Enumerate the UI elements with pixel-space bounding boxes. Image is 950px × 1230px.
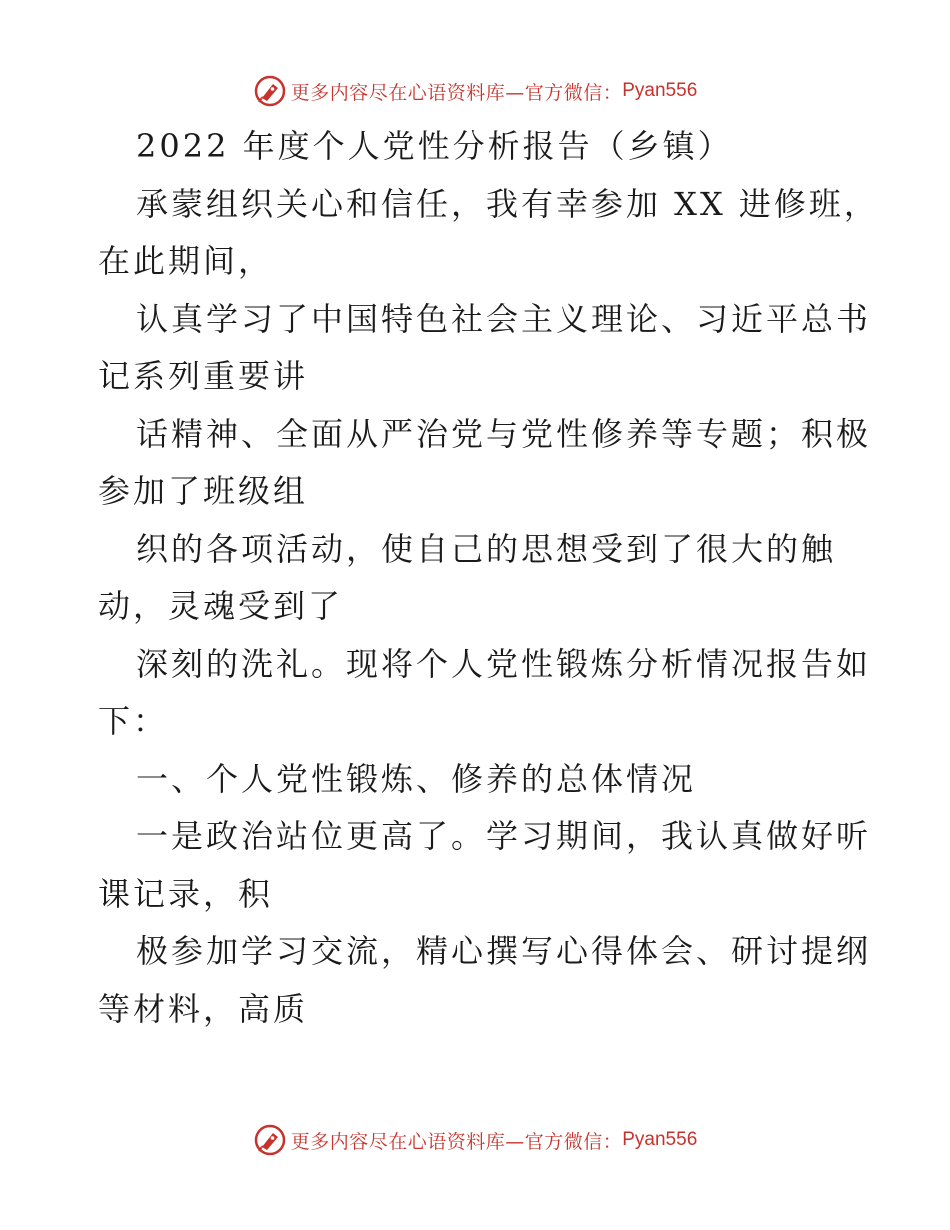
paragraph-line: 深刻的洗礼。现将个人党性锻炼分析情况报告如 <box>136 644 872 683</box>
watermark-wechat-id: Pyan556 <box>622 80 698 101</box>
paragraph-line: 动，灵魂受到了 <box>98 587 344 625</box>
paragraph-line: 参加了班级组 <box>98 472 309 510</box>
watermark-wechat-id: Pyan556 <box>622 1129 698 1150</box>
watermark-text: 更多内容尽在心语资料库—官方微信： <box>290 81 623 104</box>
pen-nib-logo-icon <box>253 1123 287 1157</box>
document-title: 2022 年度个人党性分析报告（乡镇） <box>136 127 733 165</box>
paragraph-line: 一是政治站位更高了。学习期间，我认真做好听 <box>136 817 872 855</box>
watermark-text: 更多内容尽在心语资料库—官方微信： <box>290 1130 623 1153</box>
paragraph-line: 话精神、全面从严治党与党性修养等专题；积极 <box>136 414 872 453</box>
paragraph-line: 认真学习了中国特色社会主义理论、习近平总书 <box>136 299 872 338</box>
section-heading: 一、个人党性锻炼、修养的总体情况 <box>136 759 697 798</box>
document-body <box>98 118 879 1038</box>
pen-nib-logo-icon <box>253 74 287 108</box>
paragraph-line: 承蒙组织关心和信任，我有幸参加 XX 进修班， <box>136 184 879 223</box>
paragraph-line: 等材料，高质 <box>98 989 309 1028</box>
paragraph-line: 课记录，积 <box>98 874 274 913</box>
paragraph-line: 织的各项活动，使自己的思想受到了很大的触 <box>136 529 837 568</box>
paragraph-line: 在此期间， <box>98 242 274 280</box>
paragraph-line: 下： <box>98 702 169 740</box>
paragraph-line: 记系列重要讲 <box>98 357 309 395</box>
footer-watermark <box>0 1120 950 1160</box>
paragraph-line: 极参加学习交流，精心撰写心得体会、研讨提纲 <box>136 932 872 970</box>
header-watermark <box>0 71 950 111</box>
